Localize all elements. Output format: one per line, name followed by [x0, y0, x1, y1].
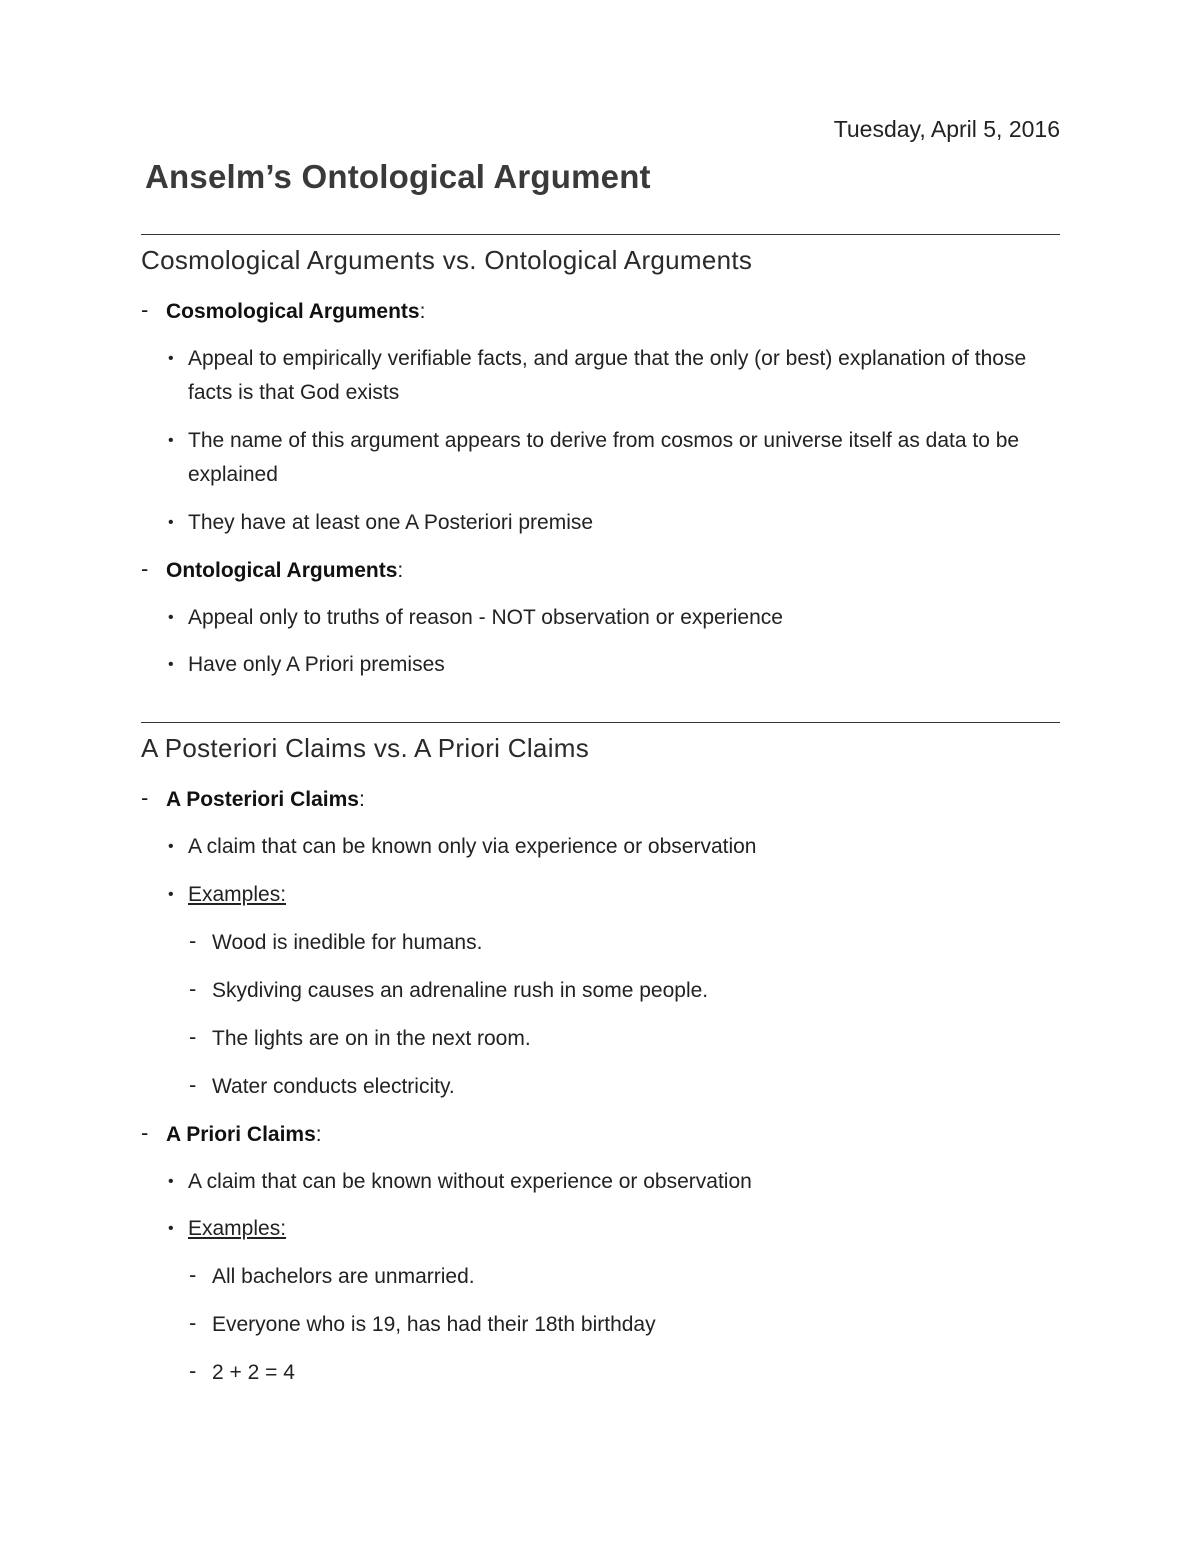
group-label-text: A Posteriori Claims [166, 788, 359, 811]
list-item [141, 342, 1060, 410]
section-divider [141, 234, 1060, 235]
section-heading: Cosmological Arguments vs. Ontological Arguments [141, 245, 753, 275]
list-item [141, 506, 1060, 540]
group-label-ontological [141, 556, 1060, 586]
example-text: Wood is inedible for humans. [212, 931, 483, 954]
bullet-marker: • [168, 432, 174, 449]
group-label-text: A Priori Claims [166, 1123, 316, 1146]
group-label-apriori [141, 1120, 1060, 1150]
example-item [141, 1308, 1060, 1342]
bullet-marker: • [168, 514, 174, 531]
label-colon: : [419, 300, 426, 323]
dash-marker: - [141, 556, 149, 581]
bullet-marker: • [168, 609, 174, 626]
example-item [141, 926, 1060, 960]
list-item [141, 601, 1060, 635]
section-cosmological-vs-ontological [141, 234, 1060, 682]
list-item-text: Appeal to empirically verifiable facts, and argue that the only (or best) explanation of those facts is that God exists [188, 347, 1027, 404]
dash-marker: - [189, 1072, 197, 1097]
example-text: All bachelors are unmarried. [212, 1265, 475, 1288]
section-divider [141, 722, 1060, 723]
bullet-marker: • [168, 886, 174, 903]
list-item [141, 1165, 1060, 1199]
list-item [141, 830, 1060, 864]
section-aposteriori-vs-apriori [141, 722, 1060, 1390]
example-item [141, 1022, 1060, 1056]
dash-marker: - [189, 928, 197, 953]
bullet-marker: • [168, 656, 174, 673]
dash-marker: - [189, 1262, 197, 1287]
dash-marker: - [189, 976, 197, 1001]
dash-marker: - [141, 785, 149, 810]
dash-marker: - [189, 1310, 197, 1335]
dash-marker: - [141, 1120, 149, 1145]
examples-heading [141, 878, 1060, 912]
group-label-text: Ontological Arguments [166, 559, 398, 582]
bullet-marker: • [168, 1173, 174, 1190]
example-item [141, 1260, 1060, 1294]
example-item [141, 1070, 1060, 1104]
group-label-cosmological [141, 297, 1060, 327]
bullet-marker: • [168, 350, 174, 367]
group-label-aposteriori [141, 785, 1060, 815]
list-item [141, 424, 1060, 492]
list-item [141, 648, 1060, 682]
group-label-text: Cosmological Arguments [166, 300, 420, 323]
label-colon: : [358, 788, 365, 811]
page-title: Anselm’s Ontological Argument [145, 158, 651, 195]
examples-heading [141, 1212, 1060, 1246]
section-heading: A Posteriori Claims vs. A Priori Claims [141, 733, 590, 763]
dash-marker: - [189, 1358, 197, 1383]
list-item-text: The name of this argument appears to derive from cosmos or universe itself as data to be explained [188, 429, 1020, 486]
label-colon: : [315, 1123, 322, 1146]
example-text: Water conducts electricity. [212, 1075, 455, 1098]
list-item-text: Have only A Priori premises [188, 653, 445, 676]
dash-marker: - [189, 1024, 197, 1049]
example-item [141, 1356, 1060, 1390]
example-text: The lights are on in the next room. [212, 1027, 531, 1050]
list-item-text: A claim that can be known only via experience or observation [188, 835, 757, 858]
dash-marker: - [141, 297, 149, 322]
label-colon: : [397, 559, 404, 582]
list-item-text: Appeal only to truths of reason - NOT observation or experience [188, 606, 783, 629]
example-item [141, 974, 1060, 1008]
date-line: Tuesday, April 5, 2016 [833, 116, 1060, 142]
example-text: 2 + 2 = 4 [212, 1361, 295, 1384]
list-item-text: They have at least one A Posteriori premise [188, 511, 594, 534]
example-text: Skydiving causes an adrenaline rush in some people. [212, 979, 709, 1002]
example-text: Everyone who is 19, has had their 18th birthday [212, 1313, 656, 1336]
bullet-marker: • [168, 838, 174, 855]
examples-label: Examples: [188, 883, 287, 906]
list-item-text: A claim that can be known without experience or observation [188, 1170, 752, 1193]
bullet-marker: • [168, 1220, 174, 1237]
examples-label: Examples: [188, 1217, 287, 1240]
